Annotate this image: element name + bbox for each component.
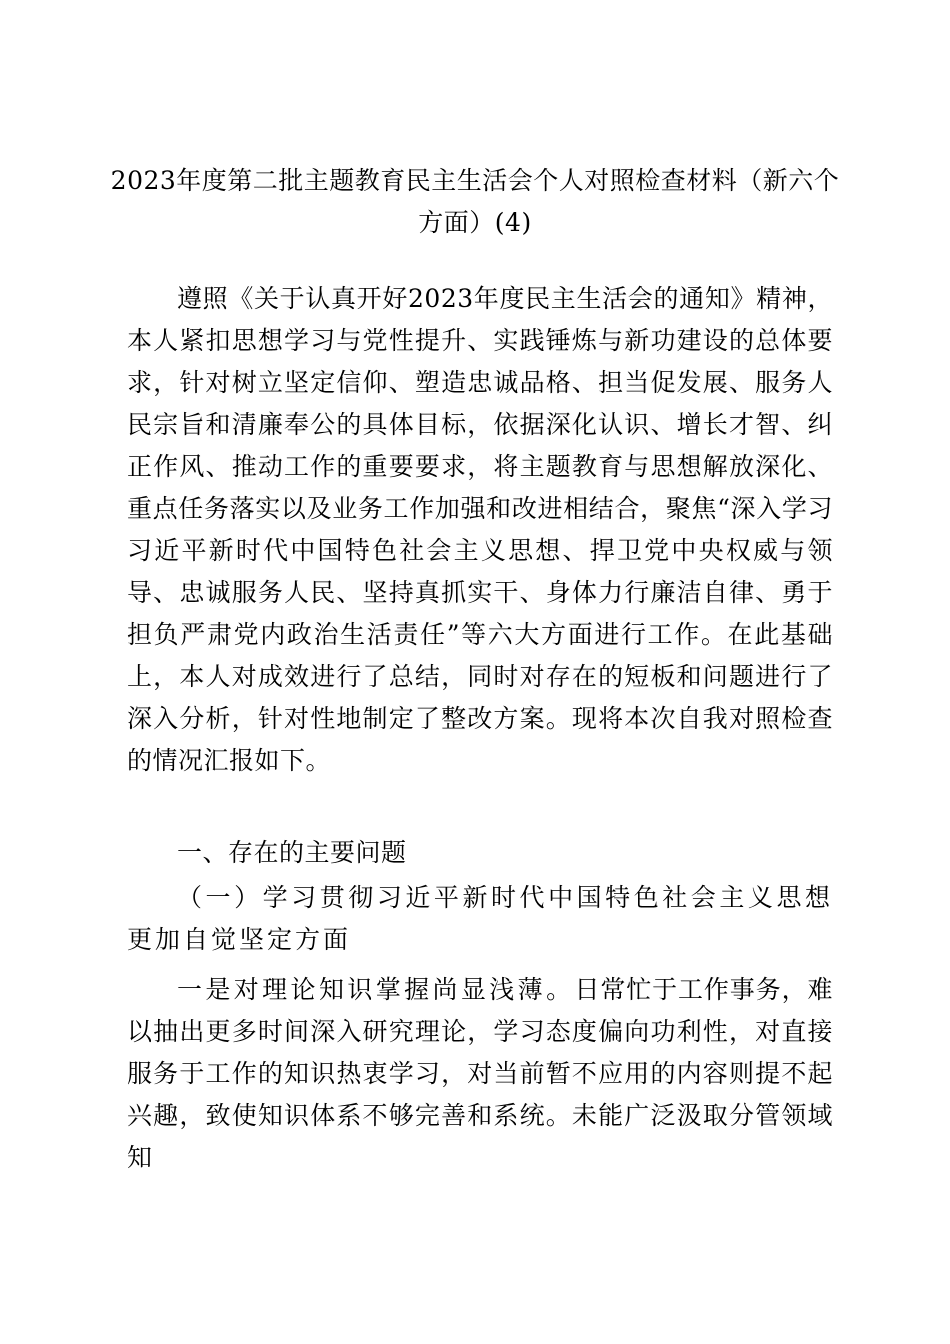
point-body: 日常忙于工作事务，难以抽出更多时间深入研究理论，学习态度偏向功利性，对直接服务于工作的知识热衷学习，对当前暂不应用的内容则提不起兴趣，致使知识体系不够完善和系统。未能广泛汲取分管领域知 [127, 975, 833, 1172]
intro-paragraph: 遵照《关于认真开好2023年度民主生活会的通知》精神，本人紧扣思想学习与党性提升、实践锤炼与新功建设的总体要求，针对树立坚定信仰、塑造忠诚品格、担当促发展、服务人民宗旨和清廉奉公的具体目标，依据深化认识、增长才智、纠正作风、推动工作的重要要求，将主题教育与思想解放深化、重点任务落实以及业务工作加强和改进相结合，聚焦“深入学习习近平新时代中国特色社会主义思想、捍卫党中央权威与领导、忠诚服务人民、坚持真抓实干、身体力行廉洁自律、勇于担负严肃党内政治生活责任”等六大方面进行工作。在此基础上，本人对成效进行了总结，同时对存在的短板和问题进行了深入分析，针对性地制定了整改方案。现将本次自我对照检查的情况汇报如下。 [127, 284, 833, 775]
document-title: 2023年度第二批主题教育民主生活会个人对照检查材料（新六个方面）(4) [110, 166, 840, 237]
section-heading: 一、存在的主要问题 [177, 838, 407, 867]
point-paragraph [127, 969, 833, 1179]
subsection-heading: （一）学习贯彻习近平新时代中国特色社会主义思想更加自觉坚定方面 [127, 883, 833, 954]
point-lead: 一是对理论知识掌握尚显浅薄。 [177, 975, 575, 1004]
